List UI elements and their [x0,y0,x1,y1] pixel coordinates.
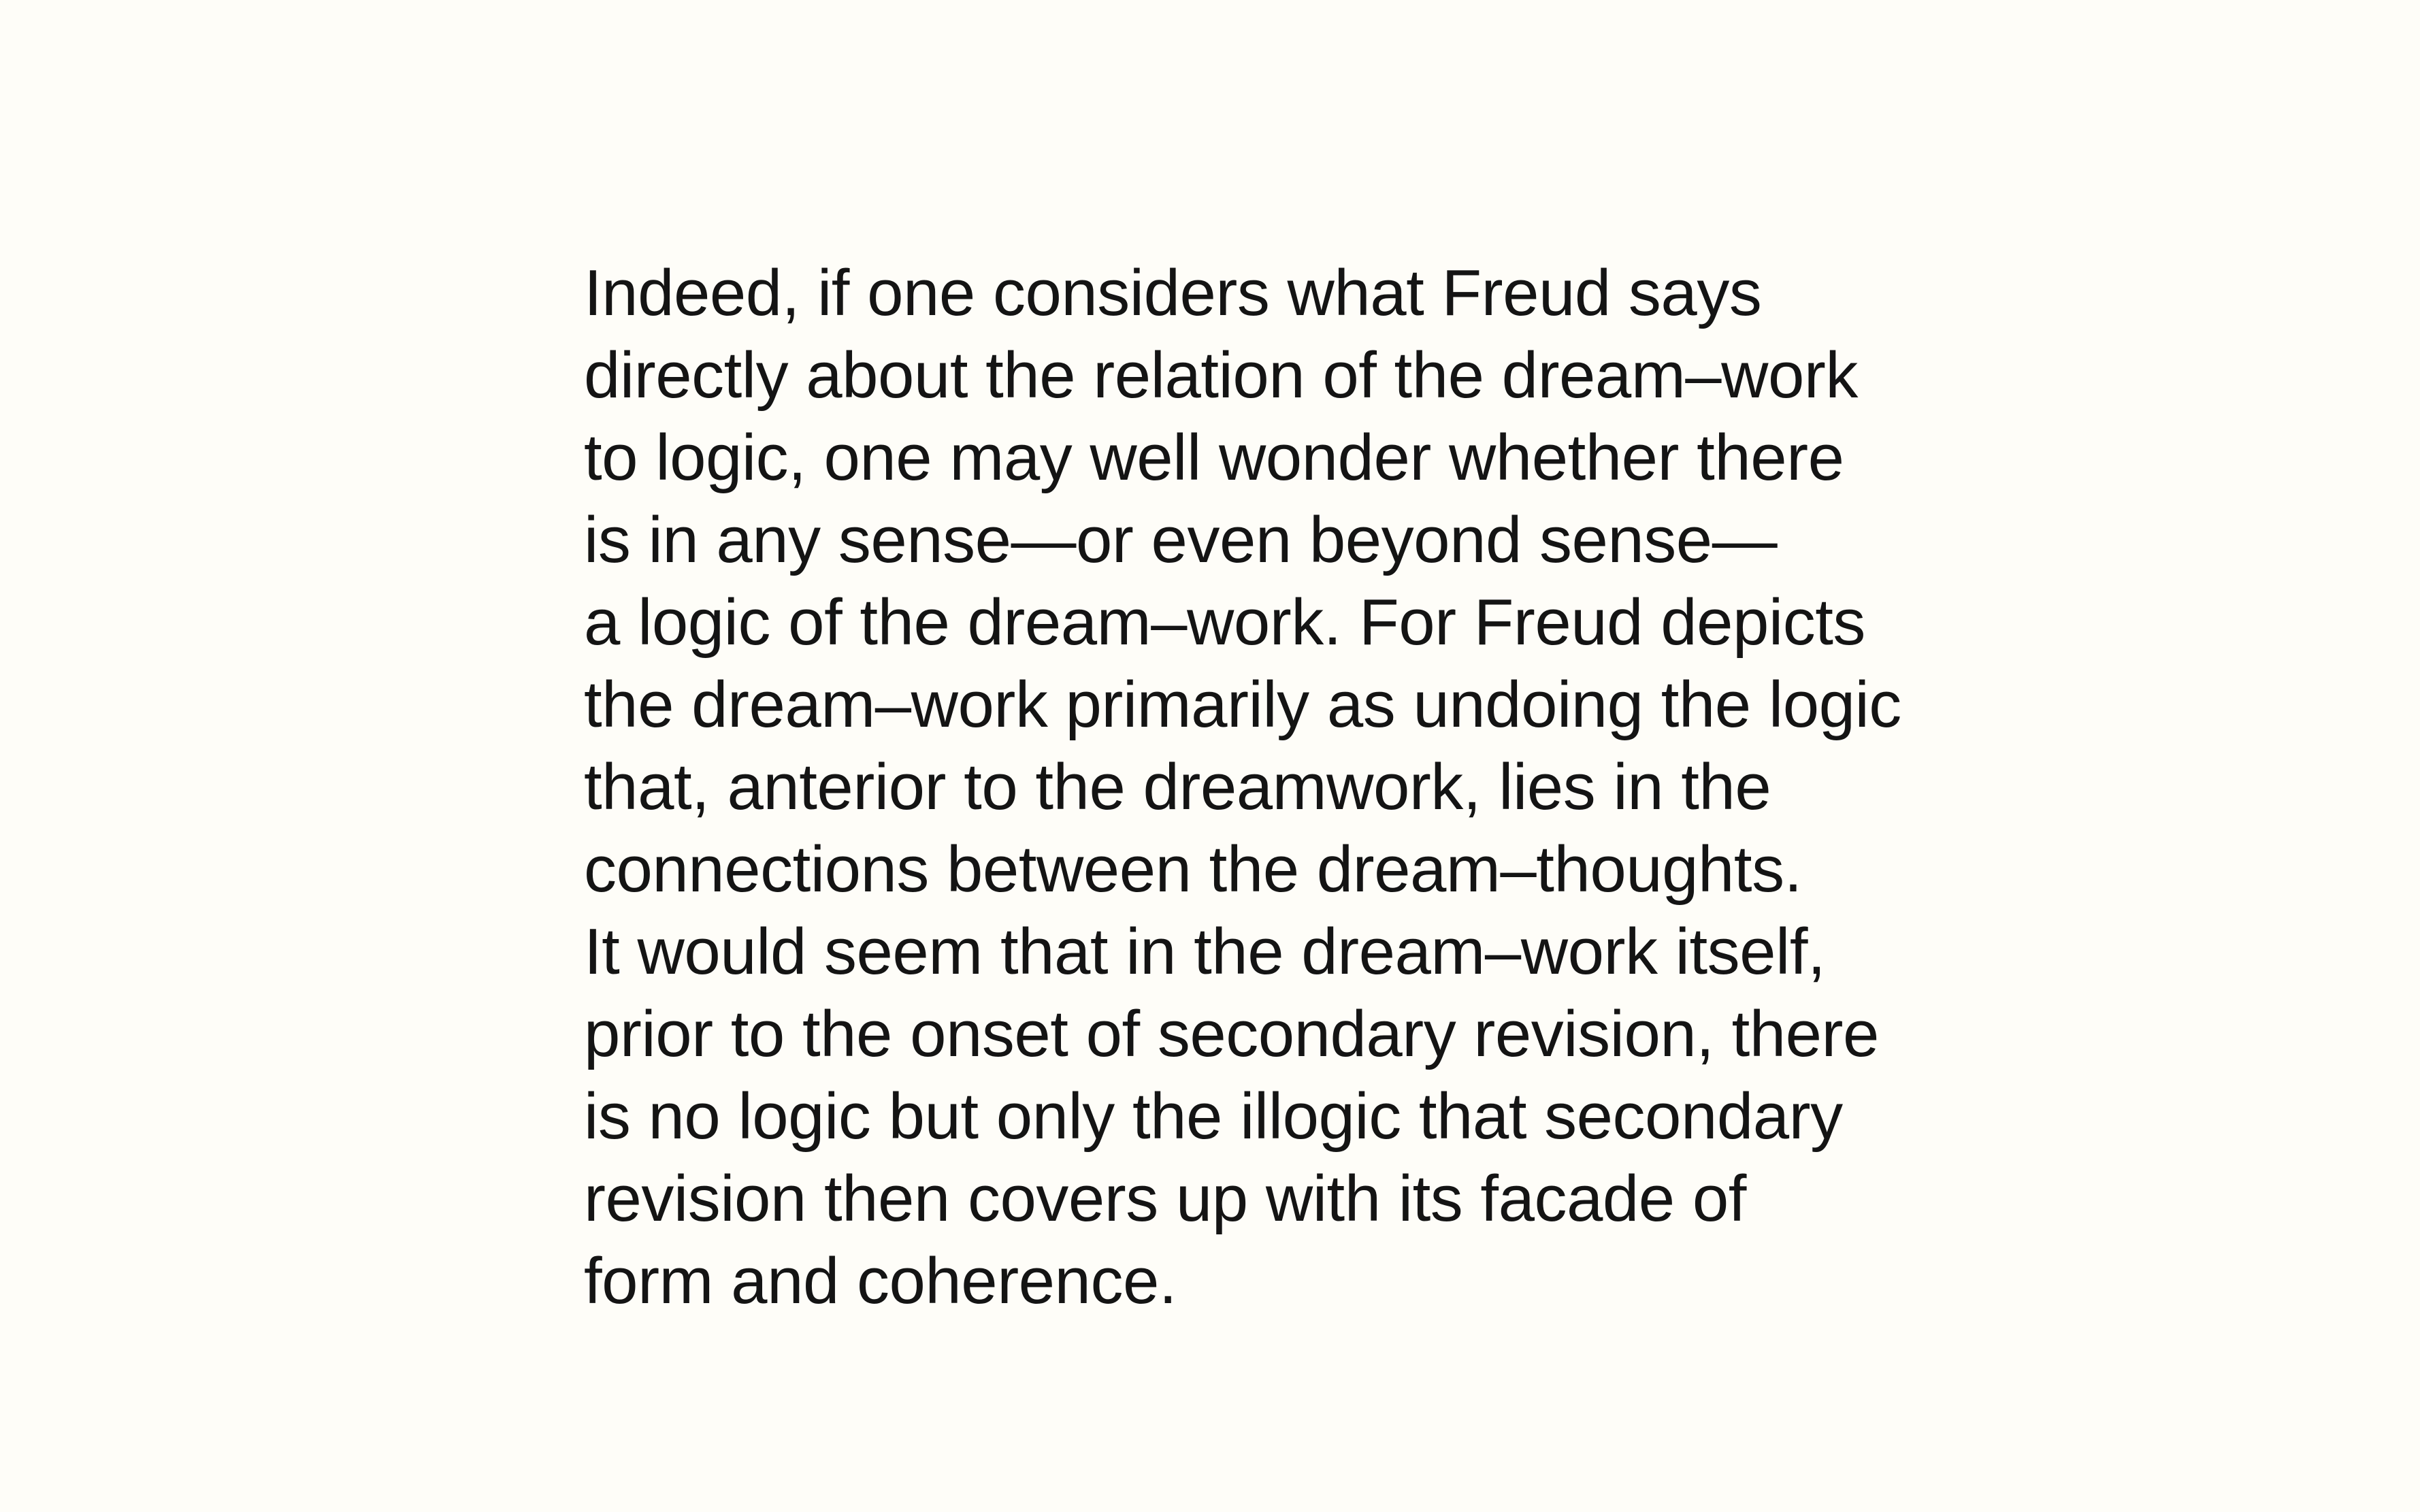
paragraph-line-7: that, anterior to the dreamwork, lies in the [584,751,1771,823]
paragraph-line-9: It would seem that in the dream–work itself, [584,915,1826,988]
paragraph-line-5: a logic of the dream–work. For Freud depicts [584,586,1865,659]
paragraph-line-4: is in any sense—or even beyond sense— [584,504,1778,576]
paragraph-line-11: is no logic but only the illogic that secondary [584,1080,1843,1153]
paragraph-line-8: connections between the dream–thoughts. [584,833,1802,906]
paragraph-line-3: to logic, one may well wonder whether there [584,421,1844,494]
body-paragraph [584,252,2149,1322]
paragraph-line-1: Indeed, if one considers what Freud says [584,257,1762,329]
paragraph-line-2: directly about the relation of the dream–work [584,339,1858,412]
paragraph-line-10: prior to the onset of secondary revision, there [584,998,1879,1070]
paragraph-line-6: the dream–work primarily as undoing the logic [584,668,1901,741]
paragraph-line-13: form and coherence. [584,1245,1177,1317]
paragraph-line-12: revision then covers up with its facade of [584,1162,1746,1235]
